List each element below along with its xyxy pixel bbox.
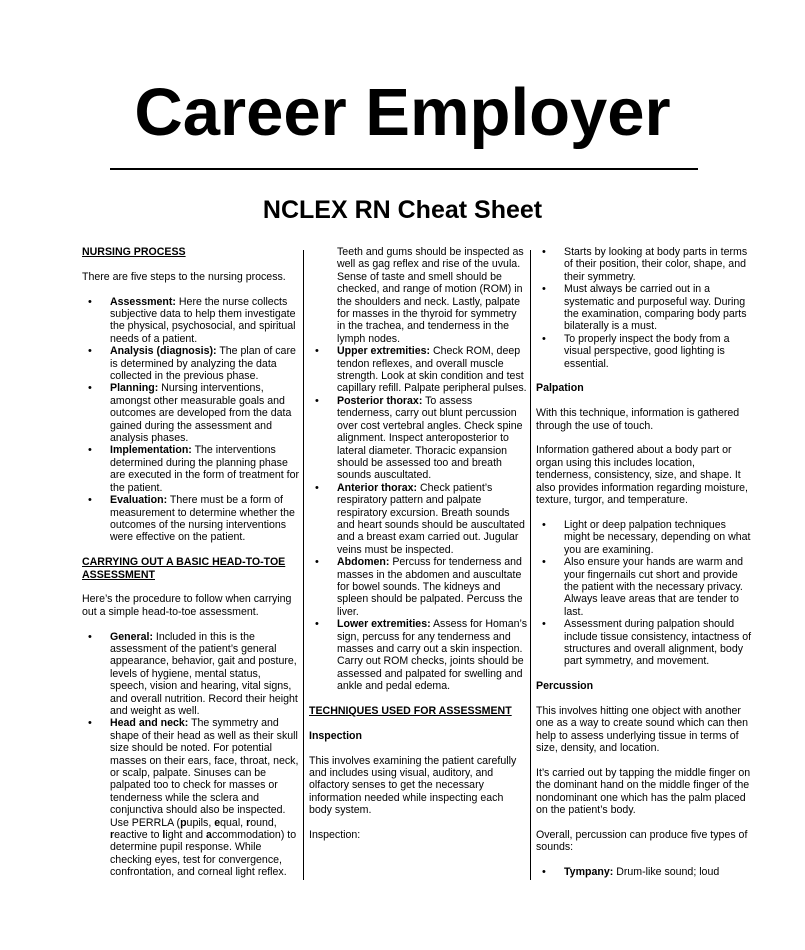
head-to-toe-list-continued [309, 246, 527, 693]
list-item: • Planning: Nursing interventions, amongst other measurable goals and outcomes are developed from the data gained during the assessment and analysis phases. [82, 382, 300, 444]
list-item: • Also ensure your hands are warm and your fingernails cut short and provide the patient with the necessary privacy. Always leave areas that are tender to last. [536, 556, 752, 618]
head-to-toe-list [82, 631, 300, 879]
sound-types-list [536, 866, 752, 878]
list-item: • Upper extremities: Check ROM, deep tendon reflexes, and overall muscle strength. Look at skin condition and test capillary refill. Palpate peripheral pulses. [309, 345, 527, 395]
nursing-process-list [82, 296, 300, 544]
list-item: • Analysis (diagnosis): The plan of care is determined by analyzing the data collected in the previous phase. [82, 345, 300, 382]
list-item: • Evaluation: There must be a form of measurement to determine whether the outcomes of the nursing interventions were effective on the patient. [82, 494, 300, 544]
palpation-list [536, 519, 752, 668]
list-item: • Head and neck: The symmetry and shape of their head as well as their skull size should be noted. For potential masses on their ears, face, throat, neck, or scalp, palpate. Sinuses can be palpated too to check for masses or tenderness while the sclera and conjunctiva should also be inspected. Use PERRLA (pupils, equal, round, reactive to light and accommodation) to determine pupil response. While checking eyes, test for convergence, confrontation, and corneal light reflex. [82, 717, 300, 878]
column-1 [82, 246, 300, 880]
list-item: • Posterior thorax: To assess tenderness, carry out blunt percussion over cost vertebral angles. Check spine alignment. Inspect anteroposterior to lateral diameter. Thoracic expansion should be assessed too and breath sounds auscultated. [309, 395, 527, 482]
column-divider-2 [530, 250, 531, 880]
inspection-heading: Inspection [309, 729, 362, 742]
head-to-toe-intro: Here’s the procedure to follow when carrying out a simple head-to-toe assessment. [82, 593, 292, 618]
list-item: • To properly inspect the body from a visual perspective, good lighting is essential. [536, 333, 752, 370]
list-item: • Light or deep palpation techniques might be necessary, depending on what you are examining. [536, 519, 752, 556]
percussion-text-1: This involves hitting one object with another one as a way to create sound which can then help to assess underlying tissue in terms of size, density, and location. [536, 704, 749, 755]
column-divider-1 [303, 250, 304, 880]
palpation-text-1: With this technique, information is gathered through the use of touch. [536, 407, 740, 432]
inspection-text: This involves examining the patient carefully and includes using visual, auditory, and olfactory senses to get the necessary information needed while inspecting each body system. [309, 754, 517, 817]
page-title: NCLEX RN Cheat Sheet [262, 196, 543, 224]
palpation-heading: Palpation [536, 382, 584, 395]
palpation-text-2: Information gathered about a body part or organ using this includes location, tenderness, consistency, size, and shape. It also provides information regarding moisture, texture, turgor, and temperature. [536, 444, 748, 507]
list-item: • Anterior thorax: Check patient’s respiratory pattern and palpate respiratory excursion. Breath sounds and heart sounds should be auscultated and a breast exam carried out. Jugular veins must be inspected. [309, 482, 527, 556]
list-item: Teeth and gums should be inspected as well as gag reflex and rise of the uvula. Sense of taste and smell should be checked, and range of motion (ROM) in the shoulders and neck. Lastly, palpate for masses in the thyroid for symmetry in the trachea, and tenderness in the lymph nodes. [337, 246, 524, 345]
list-item: • Implementation: The interventions determined during the planning phase are executed in the form of treatment for the patient. [82, 444, 300, 494]
inspection-label: Inspection: [309, 829, 361, 842]
list-item: • Abdomen: Percuss for tenderness and masses in the abdomen and auscultate for bowel sounds. The kidneys and spleen should be palpated. Percuss the liver. [309, 556, 527, 618]
list-item: • Assessment during palpation should include tissue consistency, intactness of structures and overall alignment, body part symmetry, and movement. [536, 618, 752, 668]
column-2 [309, 246, 527, 880]
column-3 [536, 246, 752, 880]
list-item: • Lower extremities: Assess for Homan’s sign, percuss for any tenderness and masses and carry out a skin inspection. Carry out ROM checks, joints should be assessed and palpated for swelling and ankle and pedal edema. [309, 618, 527, 692]
nursing-process-heading: NURSING PROCESS [82, 246, 186, 258]
brand-title: Career Employer [134, 75, 671, 150]
percussion-text-3: Overall, percussion can produce five types of sounds: [536, 828, 748, 854]
techniques-heading: TECHNIQUES USED FOR ASSESSMENT [309, 705, 512, 718]
header-divider [110, 168, 698, 170]
list-item: • Assessment: Here the nurse collects subjective data to help them investigate the physical, psychosocial, and spiritual needs of a patient. [82, 296, 300, 346]
list-item: • Starts by looking at body parts in terms of their position, their color, shape, and their symmetry. [536, 246, 752, 283]
list-item: • Tympany: Drum-like sound; loud [536, 866, 752, 878]
percussion-text-2: It’s carried out by tapping the middle finger on the dominant hand on the middle finger of the nondominant one which has the palm placed on the patient’s body. [536, 766, 751, 817]
list-item: • Must always be carried out in a systematic and purposeful way. During the examination, comparing body parts bilaterally is a must. [536, 283, 752, 333]
inspection-list [536, 246, 752, 370]
nursing-process-intro: There are five steps to the nursing process. [82, 270, 286, 283]
list-item: • General: Included in this is the assessment of the patient’s general appearance, behavior, gait and posture, levels of hygiene, mental status, speech, vision and hearing, vital signs, and overall nutrition. Record their height and weight as well. [82, 631, 300, 718]
percussion-heading: Percussion [536, 680, 594, 693]
head-to-toe-heading: CARRYING OUT A BASIC HEAD-TO-TOE ASSESSMENT [82, 556, 286, 581]
